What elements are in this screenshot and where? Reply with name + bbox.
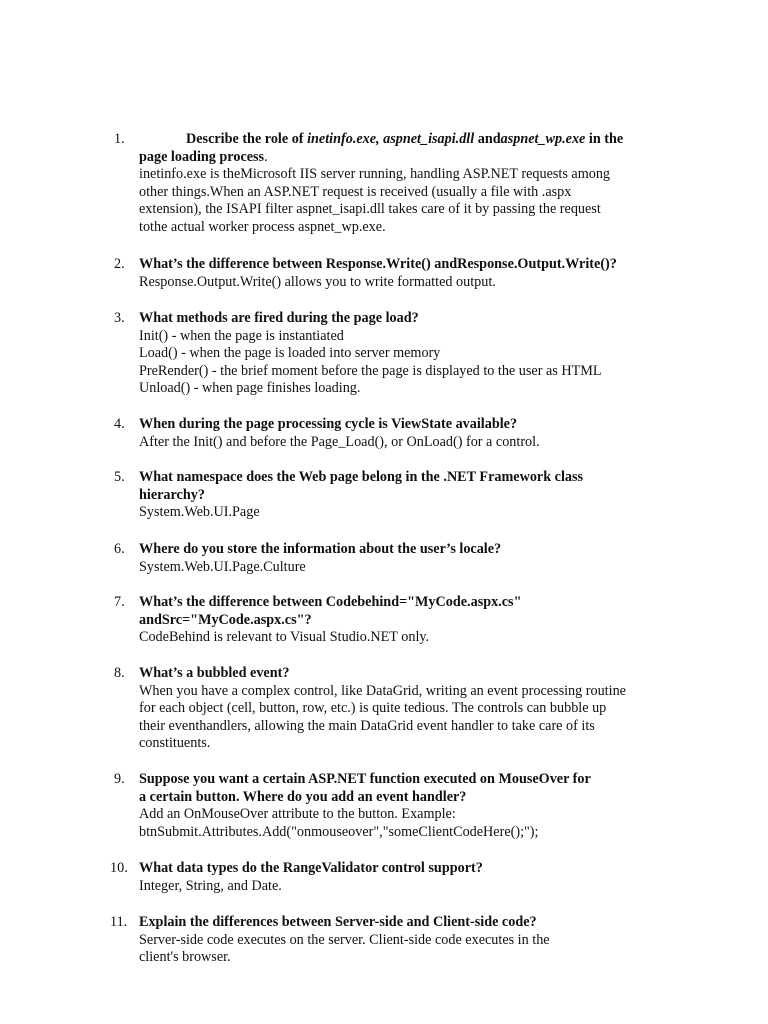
question-text: in the [585,131,624,147]
question-text: Describe the role of [186,131,308,147]
answer-line: After the Init() and before the Page_Load(), or OnLoad() for a control. [139,433,540,450]
answer-line: Integer, String, and Date. [139,877,282,894]
item-number: 8. [114,665,125,681]
question-italic-text: inetinfo.exe, aspnet_isapi.dll [307,131,478,147]
question-line: a certain button. Where do you add an event handler? [139,788,467,805]
qa-item-6 [114,541,674,576]
answer-line: Unload() - when page finishes loading. [139,380,361,397]
answer-line: inetinfo.exe is theMicrosoft IIS server running, handling ASP.NET requests among [139,166,611,183]
answer-line: Add an OnMouseOver attribute to the button. Example: [139,806,456,823]
qa-item-2 [114,256,674,291]
question-line: Where do you store the information about the user’s locale? [139,541,502,557]
question-line: Suppose you want a certain ASP.NET function executed on MouseOver for [139,771,591,787]
item-number: 11. [110,914,128,930]
answer-line: Response.Output.Write() allows you to write formatted output. [139,273,496,290]
answer-line: for each object (cell, button, row, etc.) is quite tedious. The controls can bubble up [139,700,607,717]
answer-line: PreRender() - the brief moment before the page is displayed to the user as HTML [139,362,602,379]
answer-line: constituents. [139,735,211,752]
answer-line: btnSubmit.Attributes.Add("onmouseover","someClientCodeHere();"); [139,823,539,840]
question-text: page loading process [139,148,265,165]
qa-item-9 [114,771,674,841]
question-line: What data types do the RangeValidator control support? [139,860,483,876]
question-line: What methods are fired during the page load? [139,310,419,326]
item-number: 10. [110,860,128,876]
qa-item-7 [114,594,674,647]
question-line: What’s the difference between Response.Write() andResponse.Output.Write()? [139,256,617,272]
qa-item-1 [114,131,674,237]
qa-item-4 [114,416,674,451]
answer-line: extension), the ISAPI filter aspnet_isapi.dll takes care of it by passing the request [139,201,601,218]
item-number: 2. [114,256,125,272]
qa-item-8 [114,665,674,753]
qa-item-5 [114,469,674,522]
question-line [139,149,674,167]
answer-line: client's browser. [139,949,231,966]
answer-line: System.Web.UI.Page [139,504,260,521]
item-number: 1. [114,131,125,147]
item-number: 3. [114,310,125,326]
question-line: What’s the difference between Codebehind="MyCode.aspx.cs" [139,594,522,610]
answer-line: CodeBehind is relevant to Visual Studio.NET only. [139,629,430,646]
question-line: Explain the differences between Server-side and Client-side code? [139,914,537,930]
item-number: 7. [114,594,125,610]
answer-line: Init() - when the page is instantiated [139,327,344,344]
item-number: 6. [114,541,125,557]
qa-item-3 [114,310,674,398]
question-line: When during the page processing cycle is ViewState available? [139,416,518,432]
question-text: and [477,131,501,147]
answer-line: Load() - when the page is loaded into server memory [139,345,441,362]
question-line: What namespace does the Web page belong in the .NET Framework class [139,469,584,485]
qa-item-11 [110,914,674,967]
question-line: What’s a bubbled event? [139,665,290,681]
answer-line: When you have a complex control, like DataGrid, writing an event processing routine [139,682,626,699]
question-italic-text: aspnet_wp.exe [500,131,586,147]
answer-line: other things.When an ASP.NET request is received (usually a file with .aspx [139,183,572,200]
item-number: 5. [114,469,125,485]
answer-line: their eventhandlers, allowing the main DataGrid event handler to take care of its [139,717,595,734]
answer-line: tothe actual worker process aspnet_wp.exe. [139,218,386,235]
qa-item-10 [110,860,674,895]
answer-line: Server-side code executes on the server. Client-side code executes in the [139,931,550,948]
question-line: andSrc="MyCode.aspx.cs"? [139,611,312,628]
item-number: 9. [114,771,125,787]
answer-line: System.Web.UI.Page.Culture [139,558,306,575]
question-line: hierarchy? [139,486,205,503]
question-text: . [264,148,268,165]
question-line [139,131,674,149]
item-number: 4. [114,416,125,432]
